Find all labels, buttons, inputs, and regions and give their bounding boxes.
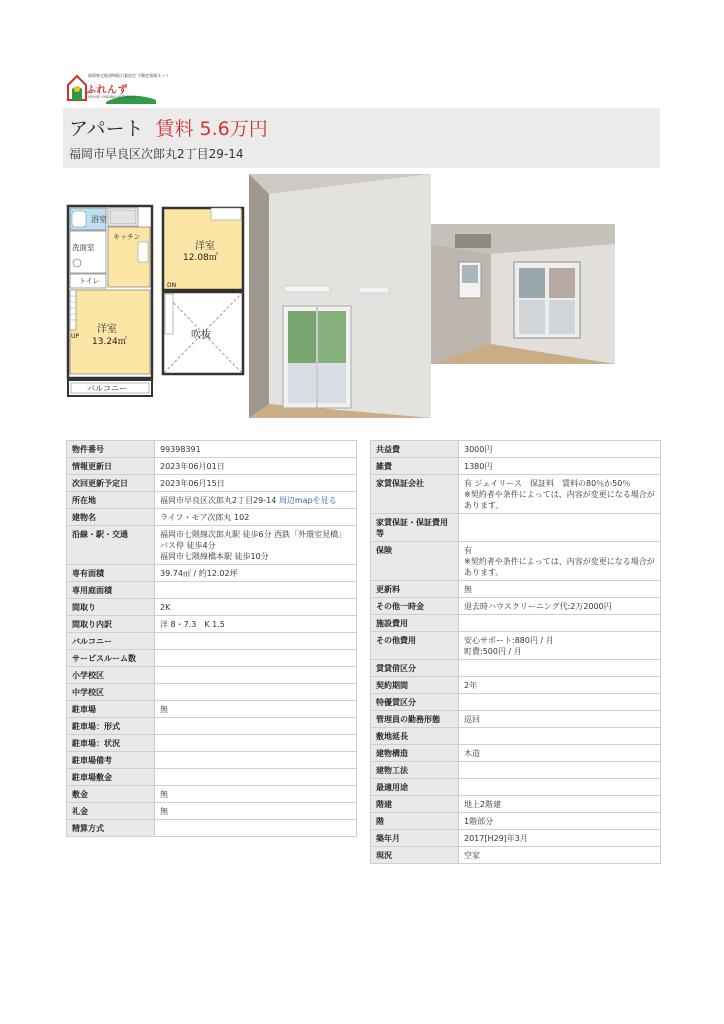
fp-room2-size: 12.08㎡ [183,253,218,263]
field-label: 階 [371,813,459,830]
field-value [459,745,661,762]
room-photo-2[interactable] [431,224,615,364]
field-value [459,779,661,796]
field-value-text: 洋 8・7.3 K 1.5 [160,620,225,629]
field-value [155,786,357,803]
right-table-row [371,779,661,796]
right-table-row [371,615,661,632]
left-table-row [67,492,357,509]
field-value [459,813,661,830]
field-label: サービスルーム数 [67,650,155,667]
field-value-text: 無 [464,585,472,594]
field-label: その他費用 [371,632,459,660]
field-label: 駐車場敷金 [67,769,155,786]
field-value-text: 99398391 [160,445,201,454]
fp-room1-label: 洋室 [97,324,117,335]
field-label: 駐車場備考 [67,752,155,769]
field-value [459,581,661,598]
fp-washroom-label: 洗面室 [72,243,95,252]
logo-tagline: 福岡県宅地建物取引業協会 不動産情報ネット [88,73,170,78]
field-value [459,441,661,458]
field-label: 管理員の勤務形態 [371,711,459,728]
right-table-row [371,728,661,745]
fp-room1-size: 13.24㎡ [92,337,127,347]
field-value [459,514,661,542]
field-value [155,769,357,786]
left-table-row [67,718,357,735]
site-logo[interactable] [66,70,170,104]
right-table-row [371,660,661,677]
field-value-text: 巡回 [464,715,480,724]
field-label: 敷金 [67,786,155,803]
field-value [155,616,357,633]
field-value-text: 2年 [464,681,478,690]
room-photo-1[interactable] [249,174,431,418]
field-label: 築年月 [371,830,459,847]
field-label: 駐車場：状況 [67,735,155,752]
field-value [459,847,661,864]
field-value [459,711,661,728]
field-label: 現況 [371,847,459,864]
fp-atrium-label: 吹抜 [191,330,211,341]
field-value [155,650,357,667]
field-value [459,660,661,677]
field-label: 沿線・駅・交通 [67,526,155,565]
field-value [459,615,661,632]
field-value-text: 有 ジェイリース 保証料 賃料の80％か50％ ※契約者や条件によっては、内容が変更になる場合があります。 [464,479,655,510]
left-table-row [67,803,357,820]
field-value [459,632,661,660]
field-label: 情報更新日 [67,458,155,475]
field-value [155,667,357,684]
field-label: その他一時金 [371,598,459,615]
field-value-text: 有 ※契約者や条件によっては、内容が変更になる場合があります。 [464,546,655,577]
field-value [155,509,357,526]
right-table-row [371,542,661,581]
right-table-row [371,762,661,779]
field-value [459,458,661,475]
field-value [459,677,661,694]
fp-toilet-label: トイレ [79,277,100,285]
field-label: 共益費 [371,441,459,458]
field-label: 契約期間 [371,677,459,694]
right-table-row [371,711,661,728]
field-value-text: 1階部分 [464,817,494,826]
left-table-row [67,475,357,492]
field-value-text: 3000円 [464,445,493,454]
field-value [459,762,661,779]
right-table-row [371,677,661,694]
field-label: 施設費用 [371,615,459,632]
field-value-text: 2023年06月01日 [160,462,225,471]
right-table-row [371,598,661,615]
field-value-text: 木造 [464,749,480,758]
field-label: 間取り内訳 [67,616,155,633]
field-value [459,694,661,711]
property-address: 福岡市早良区次郎丸2丁目29-14 [69,147,244,161]
left-table-row [67,769,357,786]
field-value [155,803,357,820]
right-table-row [371,475,661,514]
field-label: 専用庭面積 [67,582,155,599]
fp-kitchen-label: キッチン [113,233,141,241]
field-label: 保険 [371,542,459,581]
right-table-row [371,830,661,847]
field-value-text: 福岡市七隈線次郎丸駅 徒歩6分 西鉄「外環室見橋」バス停 徒歩4分 福岡市七隈線橋本駅 徒歩10分 [160,530,347,561]
right-table-row [371,514,661,542]
field-label: 最適用途 [371,779,459,796]
field-label: 建物名 [67,509,155,526]
field-value-text: 福岡市早良区次郎丸2丁目29-14 [160,496,277,505]
field-label: 賃貸借区分 [371,660,459,677]
logo-brand: ふれんず [86,85,128,96]
left-table-row [67,526,357,565]
field-label: 敷地延長 [371,728,459,745]
field-label: 中学校区 [67,684,155,701]
right-table-row [371,796,661,813]
field-value-text: 地上2階建 [464,800,502,809]
right-table-row [371,813,661,830]
field-label: 建物構造 [371,745,459,762]
left-table-row [67,667,357,684]
title-row [69,114,268,141]
fp-dn-label: DN [167,282,177,289]
right-table-row [371,632,661,660]
field-label: 家賃保証会社 [371,475,459,514]
field-value-text: 無 [160,705,168,714]
left-table-row [67,509,357,526]
field-value [459,830,661,847]
field-value [459,475,661,514]
left-table-row [67,786,357,803]
property-type: アパート [69,118,144,140]
left-table-row [67,441,357,458]
floor-plan-image[interactable] [65,192,245,404]
field-label: 駐車場 [67,701,155,718]
field-value [155,718,357,735]
property-spec-table-left [66,440,357,837]
left-table-row [67,599,357,616]
left-table-row [67,616,357,633]
field-value [155,752,357,769]
rent-price: 賃料 5.6万円 [155,118,268,140]
field-value [155,458,357,475]
logo-subtagline: HOUSE FINDING NETWORK [88,95,136,99]
field-value-text: 39.74㎡ / 約12.02坪 [160,569,238,578]
field-label: 専有面積 [67,565,155,582]
field-value [459,728,661,745]
fp-up-label: UP [71,333,80,340]
field-label: 所在地 [67,492,155,509]
field-value-text: ライフ・モア次郎丸 102 [160,513,250,522]
left-table-row [67,701,357,718]
field-value-text: 2023年06月15日 [160,479,225,488]
fp-room2-label: 洋室 [195,241,215,252]
field-value [459,598,661,615]
right-table-row [371,458,661,475]
field-value [155,735,357,752]
field-value [155,526,357,565]
field-value [155,684,357,701]
field-label: 小学校区 [67,667,155,684]
field-label: 次回更新予定日 [67,475,155,492]
field-label: 階建 [371,796,459,813]
right-table-row [371,581,661,598]
property-header [63,108,660,168]
right-table-row [371,441,661,458]
nearby-map-link[interactable]: 周辺mapを見る [278,496,337,505]
left-table-row [67,820,357,837]
field-value-text: 無 [160,790,168,799]
field-label: 礼金 [67,803,155,820]
right-table-row [371,745,661,762]
field-value [155,633,357,650]
field-value-text: 空家 [464,851,480,860]
fp-bath-label: 浴室 [91,215,107,224]
field-value-text: 無 [160,807,168,816]
field-value [155,701,357,718]
left-table-row [67,633,357,650]
left-table-row [67,735,357,752]
left-table-row [67,582,357,599]
field-label: バルコニー [67,633,155,650]
field-value [155,820,357,837]
right-table-row [371,847,661,864]
field-value [155,441,357,458]
field-value [459,796,661,813]
field-label: 間取り [67,599,155,616]
left-table-row [67,752,357,769]
field-value-text: 2017[H29]年3月 [464,834,528,843]
field-value [155,599,357,616]
field-value [155,492,357,509]
field-label: 更新料 [371,581,459,598]
field-label: 建物工法 [371,762,459,779]
field-value-text: 2K [160,603,171,612]
field-value-text: 1380円 [464,462,493,471]
left-table-row [67,650,357,667]
field-value [155,475,357,492]
left-table-row [67,684,357,701]
field-label: 特優賃区分 [371,694,459,711]
field-value [155,565,357,582]
left-table-row [67,565,357,582]
field-label: 物件番号 [67,441,155,458]
field-label: 精算方式 [67,820,155,837]
fp-balcony-label: バルコニー [87,384,127,393]
field-value [155,582,357,599]
field-value-text: 安心サポート:880円 / 月 町費:500円 / 月 [464,636,554,656]
field-value-text: 退去時ハウスクリーニング代:2万2000円 [464,602,612,611]
field-value [459,542,661,581]
field-label: 雑費 [371,458,459,475]
right-table-row [371,694,661,711]
left-table-row [67,458,357,475]
field-label: 駐車場：形式 [67,718,155,735]
property-spec-table-right [370,440,661,864]
field-label: 家賃保証・保証費用等 [371,514,459,542]
